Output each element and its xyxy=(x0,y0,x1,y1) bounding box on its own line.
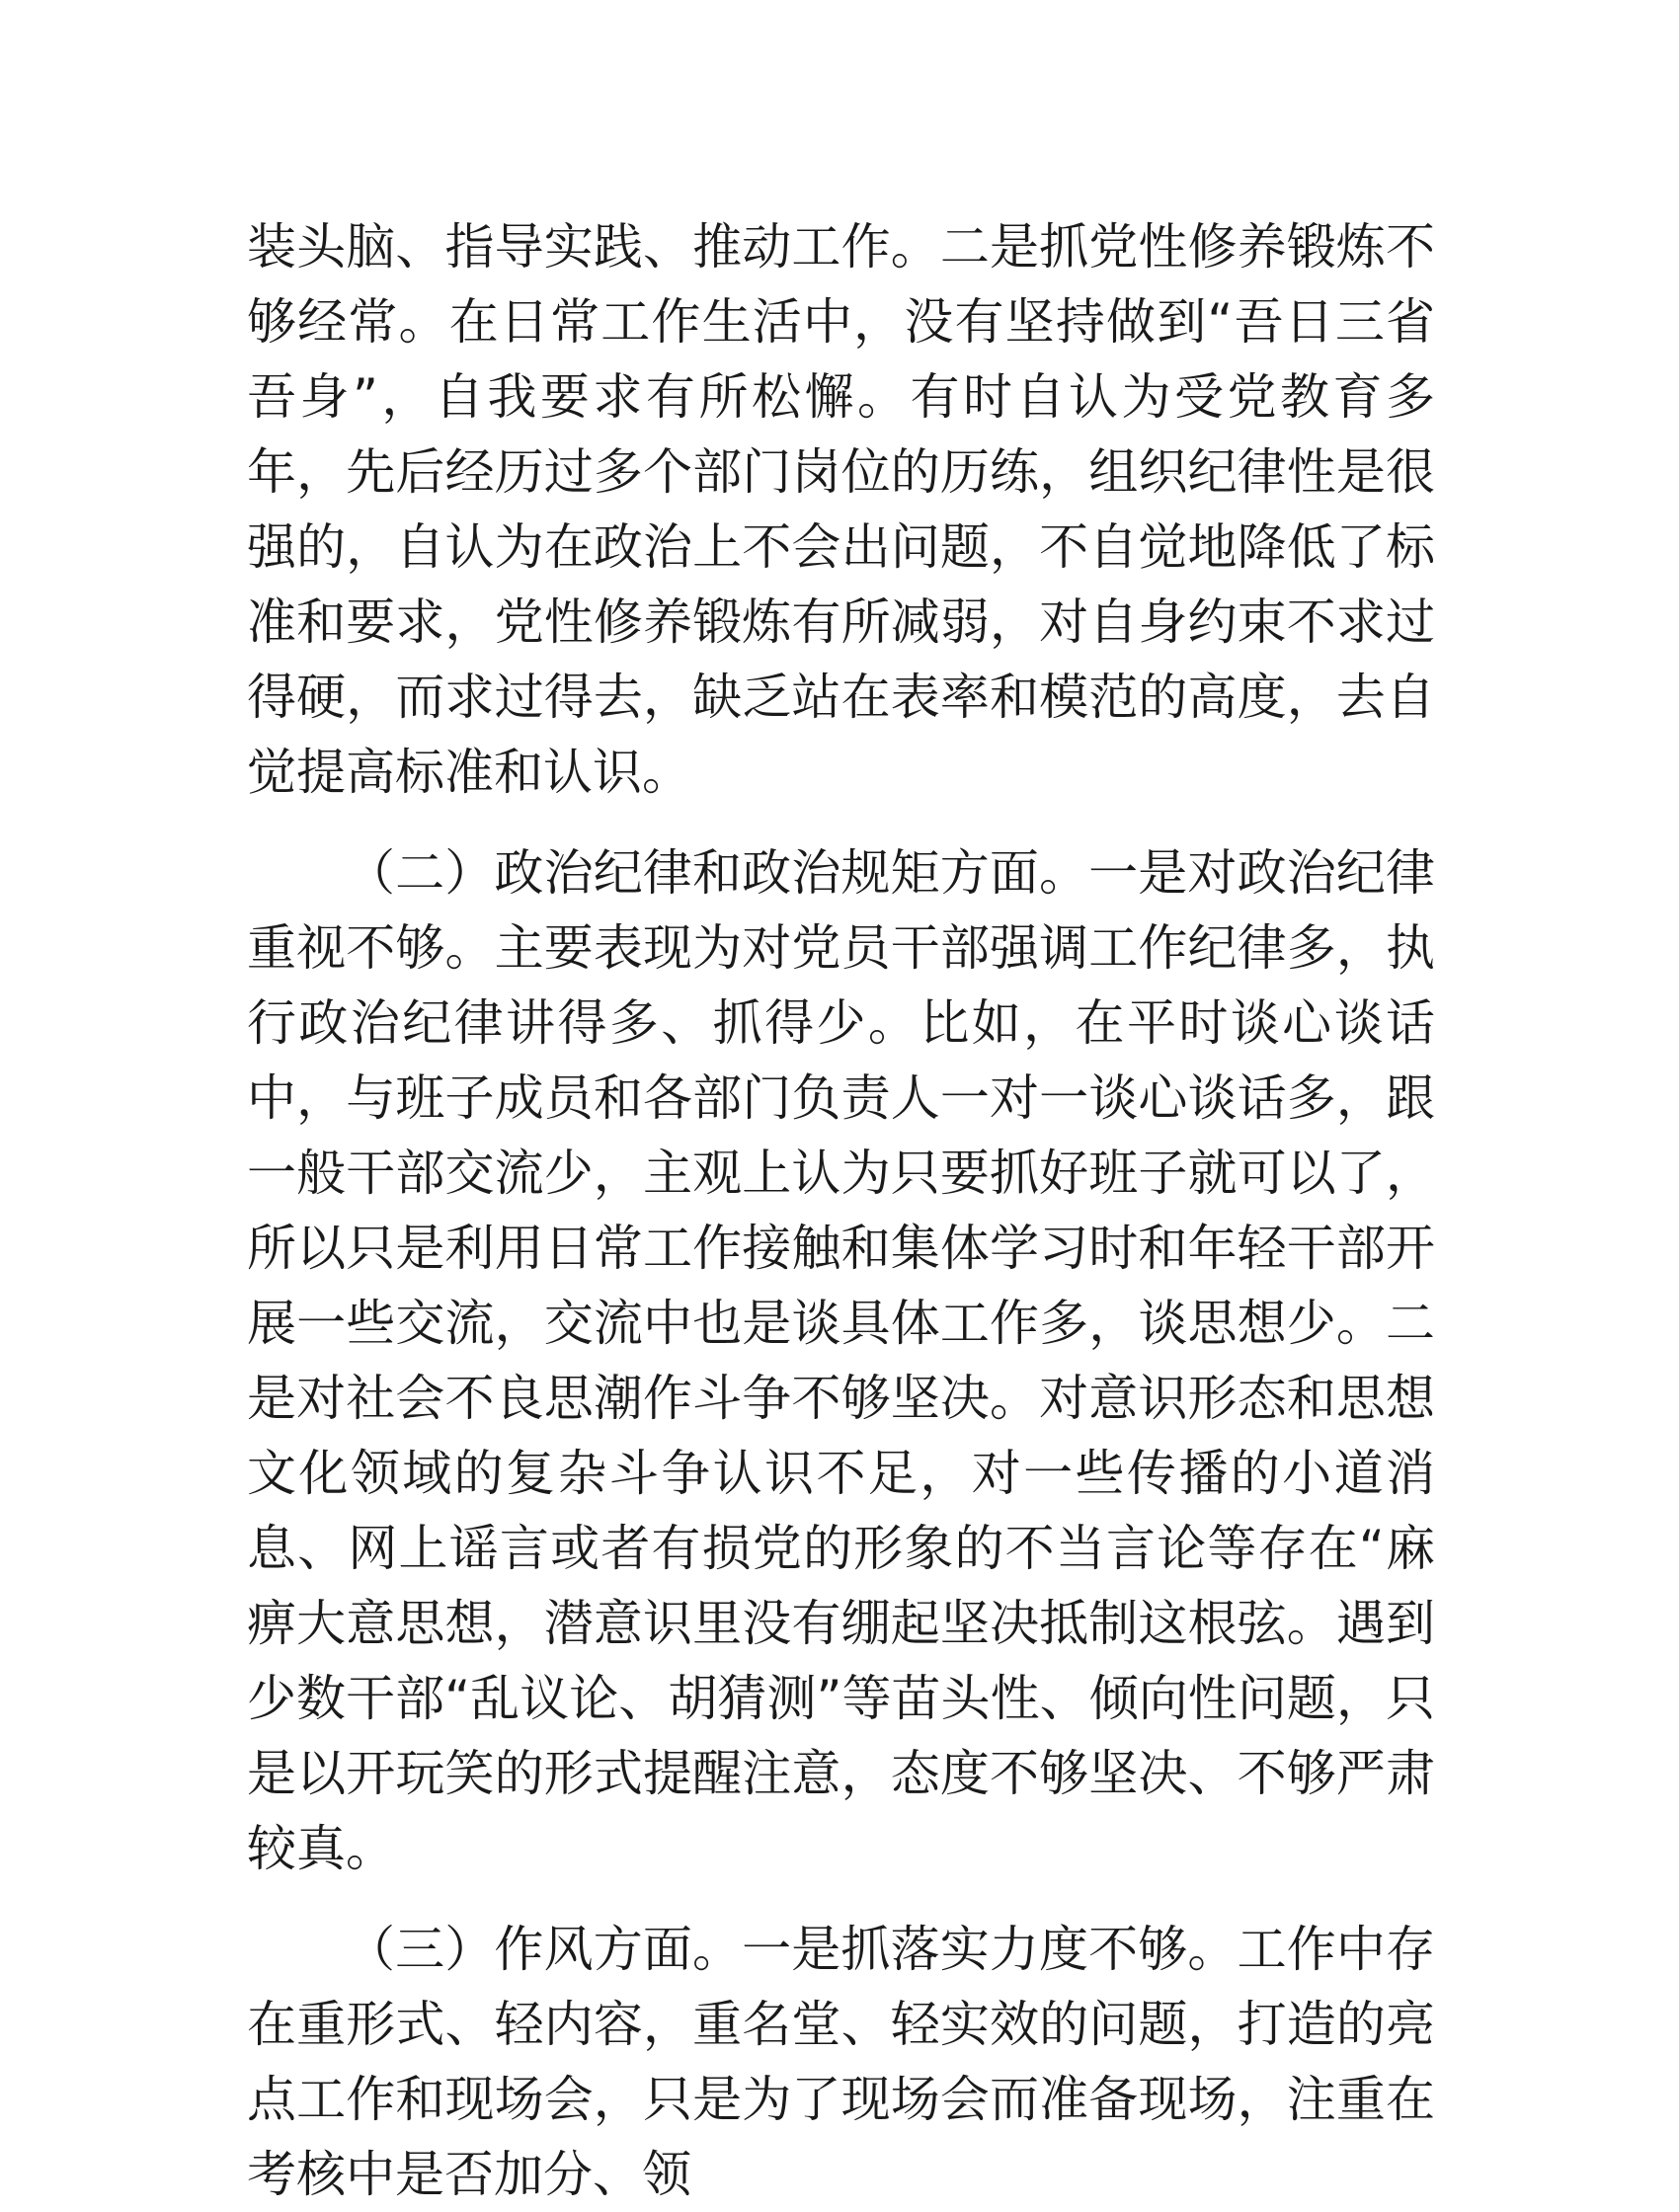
paragraph-political-discipline: （二）政治纪律和政治规矩方面。一是对政治纪律重视不够。主要表现为对党员干部强调工作纪律多，执行政治纪律讲得多、抓得少。比如，在平时谈心谈话中，与班子成员和各部门负责人一对一谈心谈话多，跟一般干部交流少，主观上认为只要抓好班子就可以了，所以只是利用日常工作接触和集体学习时和年轻干部开展一些交流，交流中也是谈具体工作多，谈思想少。二是对社会不良思潮作斗争不够坚决。对意识形态和思想文化领域的复杂斗争认识不足，对一些传播的小道消息、网上谣言或者有损党的形象的不当言论等存在“麻痹大意思想，潜意识里没有绷起坚决抵制这根弦。遇到少数干部“乱议论、胡猜测”等苗头性、倾向性问题，只是以开玩笑的形式提醒注意，态度不够坚决、不够严肃较真。 xyxy=(247,844,1435,1877)
document-page xyxy=(247,209,1435,2212)
paragraph-continuation: 装头脑、指导实践、推动工作。二是抓党性修养锻炼不够经常。在日常工作生活中，没有坚持做到“吾日三省吾身”，自我要求有所松懈。有时自认为受党教育多年，先后经历过多个部门岗位的历练，组织纪律性是很强的，自认为在政治上不会出问题，不自觉地降低了标准和要求，党性修养锻炼有所减弱，对自身约束不求过得硬，而求过得去，缺乏站在表率和模范的高度，去自觉提高标准和认识。 xyxy=(247,218,1435,801)
paragraph-work-style: （三）作风方面。一是抓落实力度不够。工作中存在重形式、轻内容，重名堂、轻实效的问题，打造的亮点工作和现场会，只是为了现场会而准备现场，注重在考核中是否加分、领 xyxy=(247,1921,1435,2203)
